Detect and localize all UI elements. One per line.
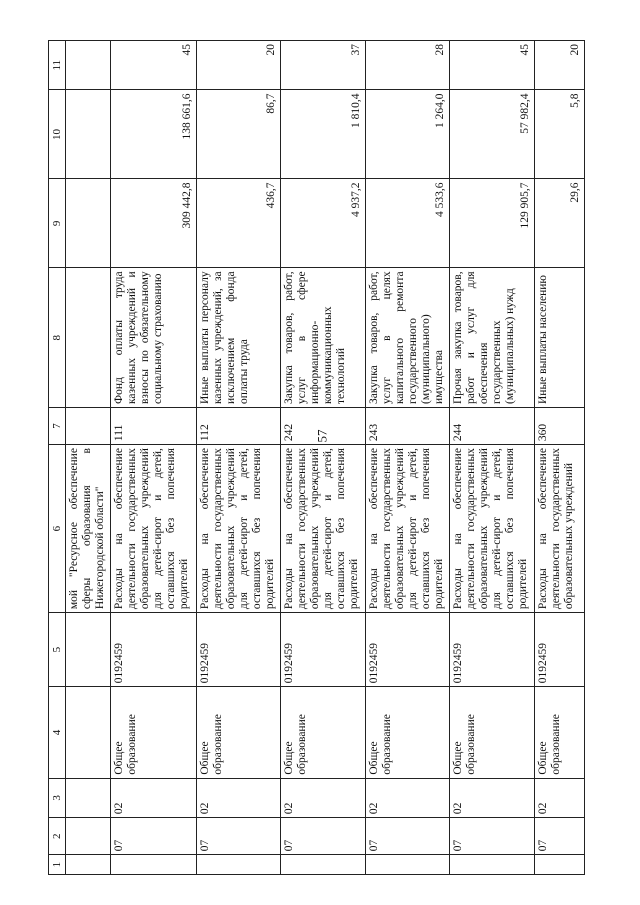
table-cell [450,855,535,875]
table-cell: 112 [196,408,281,445]
table-cell: 07 [365,818,450,855]
table-cell [66,268,111,408]
table-cell: Общее образование [365,687,450,778]
table-cell [66,613,111,687]
table-row [281,41,366,875]
table-cell [66,855,111,875]
table-cell: 0192459 [365,613,450,687]
table-cell: 111 [111,408,197,445]
table-cell: 243 [365,408,450,445]
table-cell: 138 661,6 [111,90,197,179]
table-cell: 02 [196,778,281,818]
header-cell: 10 [49,90,66,179]
table-row [365,41,450,875]
table-cell: Иные выплаты персоналу казенных учреждений, за исключением фонда оплаты труда [196,268,281,408]
header-cell: 4 [49,687,66,778]
table-cell: 07 [450,818,535,855]
header-cell: 8 [49,268,66,408]
table-cell: 0192459 [534,613,584,687]
table-cell [66,41,111,90]
table-cell: Расходы на обеспечение деятельности государственных образовательных учреждений для детей-сирот и детей, оставшихся без попечения родителей [111,445,197,613]
table-cell: Иные выплаты населению [534,268,584,408]
table-cell: 4 937,2 [281,179,366,268]
header-cell: 7 [49,408,66,445]
table-cell: 0192459 [450,613,535,687]
table-cell: 02 [281,778,366,818]
table-cell: Закупка товаров, работ, услуг в сфере информационно-коммуникационных технологий [281,268,366,408]
budget-table-sheet [48,40,585,875]
table-cell: 57 982,4 [450,90,535,179]
table-row [534,41,584,875]
table-cell: Расходы на обеспечение деятельности государственных образовательных учреждений [534,445,584,613]
table-cell: 28 [365,41,450,90]
table-cell: 02 [111,778,197,818]
table-cell: 07 [534,818,584,855]
table-cell: 02 [365,778,450,818]
table-cell: 07 [281,818,366,855]
table-cell [196,855,281,875]
header-cell: 3 [49,778,66,818]
table-row [450,41,535,875]
table-cell [66,408,111,445]
table-cell [365,855,450,875]
table-cell: Расходы на обеспечение деятельности государственных образовательных учреждений для детей-сирот и детей, оставшихся без попечения родителей [365,445,450,613]
table-cell: 86,7 [196,90,281,179]
header-row [49,41,66,875]
table-cell: 1 264,0 [365,90,450,179]
table-cell: мой "Ресурсное обеспечение сферы образования в Нижегородской области" [66,445,111,613]
table-cell: 436,7 [196,179,281,268]
table-cell: 0192459 [111,613,197,687]
table-cell [281,855,366,875]
table-cell: 1 810,4 [281,90,366,179]
table-cell [66,179,111,268]
table-cell: Закупка товаров, работ, услуг в целях капитального ремонта государственного (муниципального) имущества [365,268,450,408]
table-cell: 242 [281,408,366,445]
table-cell [534,855,584,875]
table-cell: 02 [534,778,584,818]
table-cell: 29,6 [534,179,584,268]
table-cell: 07 [196,818,281,855]
table-row [111,41,197,875]
table-cell: Общее образование [450,687,535,778]
table-cell [66,818,111,855]
table-cell [111,855,197,875]
header-cell: 9 [49,179,66,268]
table-cell: 20 [534,41,584,90]
header-cell: 2 [49,818,66,855]
table-cell: 129 905,7 [450,179,535,268]
table-cell: 0192459 [196,613,281,687]
table-cell: 0192459 [281,613,366,687]
header-cell: 6 [49,445,66,613]
table-cell: Расходы на обеспечение деятельности государственных образовательных учреждений для детей-сирот и детей, оставшихся без попечения родителей [196,445,281,613]
table-cell: Расходы на обеспечение деятельности государственных образовательных учреждений для детей-сирот и детей, оставшихся без попечения родителей [281,445,366,613]
table-cell: 07 [111,818,197,855]
header-cell: 5 [49,613,66,687]
table-cell: 309 442,8 [111,179,197,268]
table-cell: Общее образование [111,687,197,778]
table-cell: 37 [281,41,366,90]
table-cell [66,778,111,818]
table-cell: Расходы на обеспечение деятельности государственных образовательных учреждений для детей-сирот и детей, оставшихся без попечения родителей [450,445,535,613]
header-cell: 11 [49,41,66,90]
table-cell: 02 [450,778,535,818]
table-cell: 20 [196,41,281,90]
table-cell: Общее образование [534,687,584,778]
table-cell: 45 [111,41,197,90]
table-cell: 360 [534,408,584,445]
budget-table [48,40,585,875]
table-row [196,41,281,875]
table-cell: 45 [450,41,535,90]
table-cell [66,90,111,179]
header-cell: 1 [49,855,66,875]
table-cell: Общее образование [196,687,281,778]
table-cell: Прочая закупка товаров, работ и услуг для обеспечения государственных (муниципальных) нужд [450,268,535,408]
page-number: 57 [314,429,330,443]
table-cell [66,687,111,778]
table-cell: Фонд оплаты труда казенных учреждений и взносы по обязательному социальному страхованию [111,268,197,408]
table-cell: 5,8 [534,90,584,179]
table-cell: Общее образование [281,687,366,778]
table-cell: 4 533,6 [365,179,450,268]
table-cell: 244 [450,408,535,445]
table-row [66,41,111,875]
